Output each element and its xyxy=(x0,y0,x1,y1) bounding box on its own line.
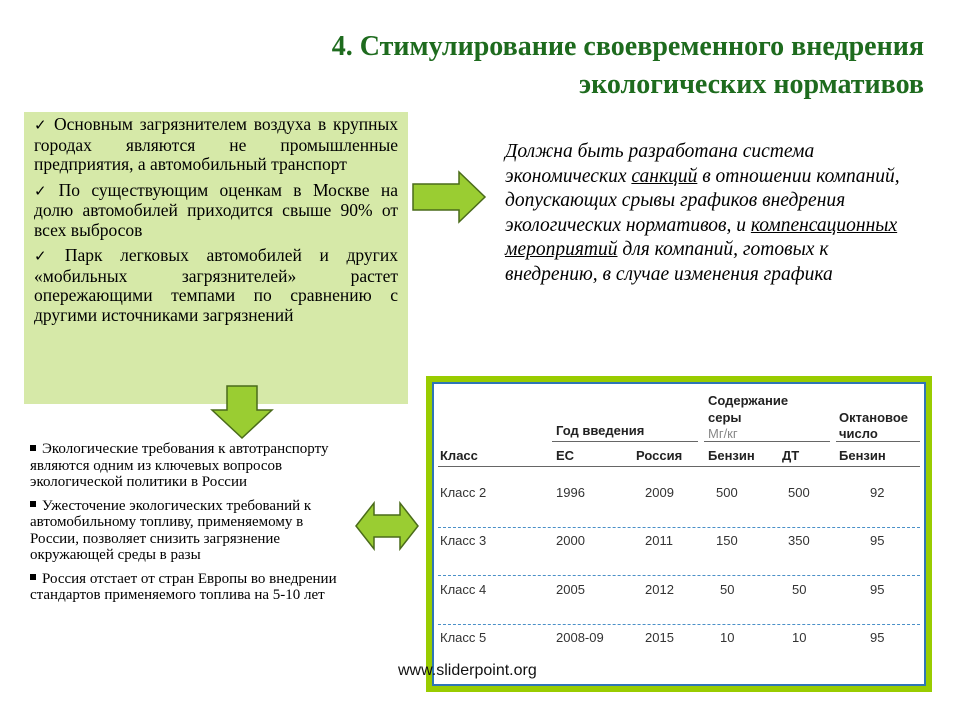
row-divider xyxy=(438,624,920,625)
col-header-eu: ЕС xyxy=(556,448,575,463)
bullet-item: Россия отстает от стран Европы во внедрении стандартов применяемого топлива на 5-10 лет xyxy=(30,570,337,603)
col-header-russia: Россия xyxy=(636,448,683,463)
header-sulfur-line-2: серы xyxy=(708,410,742,425)
down-arrow-icon xyxy=(210,384,274,440)
cell-russia: 2012 xyxy=(645,582,674,597)
cell-diesel: 500 xyxy=(788,485,810,500)
footer-url: www.sliderpoint.org xyxy=(398,662,537,679)
col-header-diesel: ДТ xyxy=(782,448,800,463)
header-octane-underline xyxy=(836,441,920,442)
header-sulfur-underline xyxy=(704,441,830,442)
sanctions-term: санкций xyxy=(631,165,698,187)
cell-russia: 2011 xyxy=(645,533,673,548)
checkmark-icon: ✓ xyxy=(34,181,54,200)
cell-petrol: 150 xyxy=(716,533,738,548)
cell-petrol: 50 xyxy=(720,582,735,597)
right-arrow-icon xyxy=(411,170,487,224)
cell-eu: 1996 xyxy=(556,485,585,500)
fact-item: ✓ По существующим оценкам в Москве на долю автомобилей приходится свыше 90% от всех выбросов xyxy=(34,179,398,240)
cell-class: Класс 5 xyxy=(440,630,487,645)
cell-class: Класс 2 xyxy=(440,485,487,500)
fact-item: ✓ Основным загрязнителем воздуха в крупных городах являются не промышленные предприятия, а автомобильный транспорт xyxy=(34,114,398,174)
checkmark-icon: ✓ xyxy=(34,116,49,134)
facts-box xyxy=(24,112,408,404)
standards-table-frame xyxy=(426,376,932,692)
bullet-item: Ужесточение экологических требований к автомобильному топливу, применяемому в России, позволяет снизить загрязнение окружающей среды в разы xyxy=(30,497,312,563)
header-year-group: Год введения xyxy=(556,423,645,438)
compensation-term: компенсационных мероприятий xyxy=(505,214,898,260)
col-header-octane-petrol: Бензин xyxy=(839,448,886,463)
double-arrow-icon xyxy=(354,500,420,552)
bullet-square-icon xyxy=(30,501,36,507)
slide-title-line-2: экологических нормативов xyxy=(579,69,924,100)
fact-item: ✓ Парк легковых автомобилей и других «мобильных загрязнителей» растет опережающими темпами по сравнению с другими источниками загрязнений xyxy=(34,245,398,325)
bullet-item: Экологические требования к автотранспорту являются одним из ключевых вопросов экологической политики в России xyxy=(30,441,329,490)
col-header-class: Класс xyxy=(440,448,478,463)
slide-title xyxy=(164,28,924,104)
cell-octane: 95 xyxy=(870,533,885,548)
cell-diesel: 50 xyxy=(792,582,807,597)
cell-petrol: 10 xyxy=(720,630,735,645)
cell-octane: 92 xyxy=(870,485,885,500)
header-sulfur-line-1: Содержание xyxy=(708,393,789,408)
row-divider xyxy=(438,575,920,576)
standards-table xyxy=(432,382,926,686)
cell-eu: 2000 xyxy=(556,533,585,548)
cell-class: Класс 4 xyxy=(440,582,487,597)
proposal-text: Должна быть разработана система экономических санкций в отношении компаний, допускающих срывы графиков внедрения экологических нормативов, и компенсационных мероприятий для компаний, готовых к внедрению, в случае изменения графика xyxy=(505,141,900,285)
cell-octane: 95 xyxy=(870,582,885,597)
checkmark-icon: ✓ xyxy=(34,247,60,265)
bullet-square-icon xyxy=(30,445,36,451)
header-bottom-line xyxy=(438,466,920,467)
bullet-list xyxy=(30,441,350,611)
col-header-petrol: Бензин xyxy=(708,448,755,463)
cell-class: Класс 3 xyxy=(440,533,487,548)
cell-octane: 95 xyxy=(870,630,885,645)
row-divider xyxy=(438,527,920,528)
cell-diesel: 10 xyxy=(792,630,807,645)
cell-diesel: 350 xyxy=(788,533,810,548)
slide-title-line-1: 4. Стимулирование своевременного внедрения xyxy=(331,31,924,62)
cell-russia: 2015 xyxy=(645,630,674,645)
cell-russia: 2009 xyxy=(645,485,674,500)
cell-eu: 2008-09 xyxy=(556,630,604,645)
header-octane-line-2: число xyxy=(839,426,878,441)
header-year-underline xyxy=(552,441,698,442)
cell-eu: 2005 xyxy=(556,582,585,597)
bullet-square-icon xyxy=(30,574,36,580)
header-octane-line-1: Октановое xyxy=(839,410,908,425)
cell-petrol: 500 xyxy=(716,485,738,500)
header-sulfur-unit: Мг/кг xyxy=(708,426,738,441)
